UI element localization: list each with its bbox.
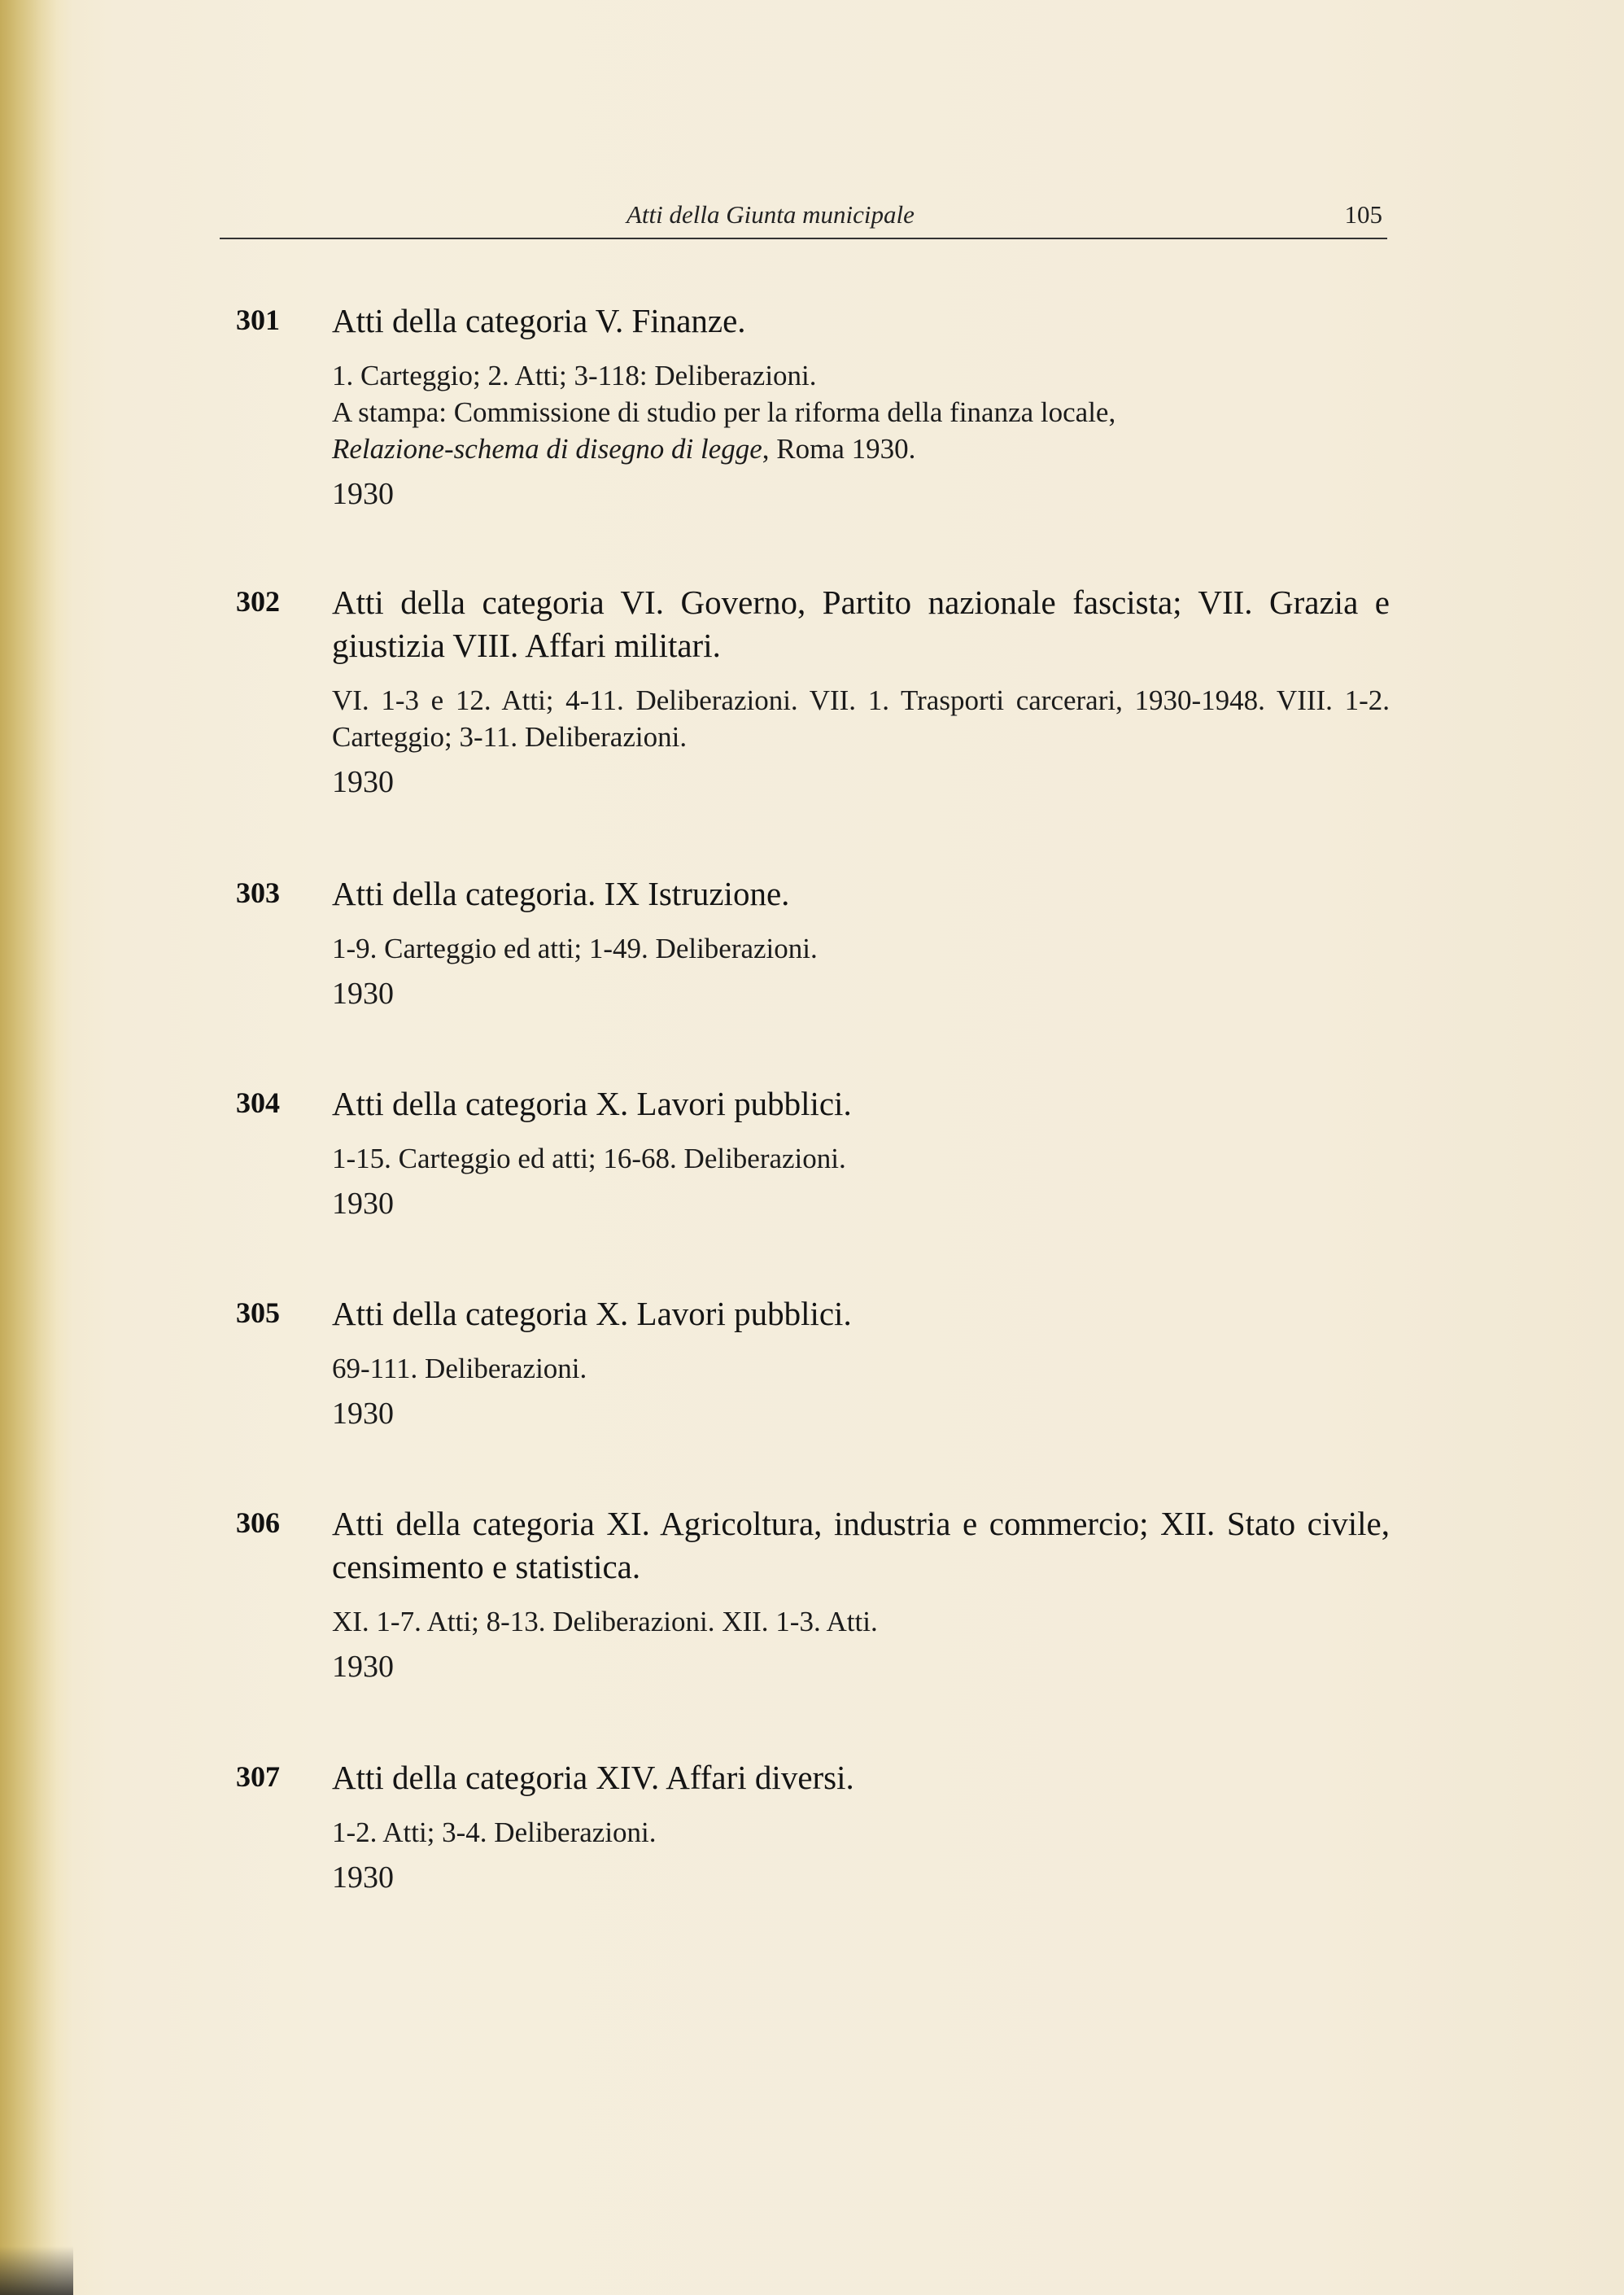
entry-content-line [332,431,1390,467]
entry-title: Atti della categoria V. Finanze. [332,302,746,339]
entry-307 [236,1756,1399,1898]
entry-body [332,1082,1390,1224]
publication-title: Relazione-schema di disegno di legge [332,433,762,465]
page-corner-shadow [0,2246,73,2295]
entry-year: 1930 [332,1650,394,1684]
entry-year: 1930 [332,1397,394,1431]
entry-title: Atti della categoria X. Lavori pubblici. [332,1085,852,1122]
entry-306 [236,1502,1399,1687]
entry-body [332,581,1390,802]
entry-number: 301 [236,304,280,336]
entry-content-line: A stampa: Commissione di studio per la riforma della finanza locale, [332,396,1116,428]
entry-year: 1930 [332,1860,394,1895]
entry-number: 304 [236,1086,280,1119]
entry-body [332,1502,1390,1687]
entry-title: Atti della categoria X. Lavori pubblici. [332,1295,852,1332]
header-rule [220,238,1387,239]
running-title: Atti della Giunta municipale [626,200,915,229]
entry-content: 69-111. Deliberazioni. [332,1353,587,1384]
entry-year: 1930 [332,477,394,511]
entry-body [332,872,1390,1014]
entry-number: 302 [236,585,280,618]
entry-content-line: 1. Carteggio; 2. Atti; 3-118: Deliberazioni. [332,360,817,391]
entry-305 [236,1292,1399,1434]
entry-content: 1-9. Carteggio ed atti; 1-49. Deliberazioni. [332,933,818,964]
entry-number: 305 [236,1296,280,1329]
entry-title: Atti della categoria XIV. Affari diversi. [332,1759,854,1796]
entry-content: 1-2. Atti; 3-4. Deliberazioni. [332,1816,657,1848]
entry-content: 1-15. Carteggio ed atti; 16-68. Deliberazioni. [332,1143,846,1174]
entry-body [332,299,1390,514]
entry-year: 1930 [332,1187,394,1221]
page-number: 105 [1344,200,1382,229]
entry-title: Atti della categoria VI. Governo, Partito nazionale fascista; VII. Grazia e giustizia VIII. Affari militari. [332,584,1390,664]
entry-year: 1930 [332,977,394,1011]
entry-title: Atti della categoria. IX Istruzione. [332,875,790,912]
entry-content [332,357,1390,467]
publication-place-date: , Roma 1930. [762,433,916,465]
entry-number: 306 [236,1506,280,1539]
entry-body [332,1292,1390,1434]
entry-302 [236,581,1399,802]
entry-301 [236,299,1399,514]
running-header [220,195,1387,241]
entry-body [332,1756,1390,1898]
entry-content: VI. 1-3 e 12. Atti; 4-11. Deliberazioni. VII. 1. Trasporti carcerari, 1930-1948. VIII. 1-2. Carteggio; 3-11. Deliberazioni. [332,684,1390,753]
entry-303 [236,872,1399,1014]
entry-304 [236,1082,1399,1224]
entry-title: Atti della categoria XI. Agricoltura, industria e commercio; XII. Stato civile, censimento e statistica. [332,1505,1390,1585]
entry-number: 303 [236,876,280,909]
entry-number: 307 [236,1760,280,1793]
entry-year: 1930 [332,765,394,799]
book-gutter-shadow [0,0,57,2295]
entry-content: XI. 1-7. Atti; 8-13. Deliberazioni. XII. 1-3. Atti. [332,1606,878,1637]
